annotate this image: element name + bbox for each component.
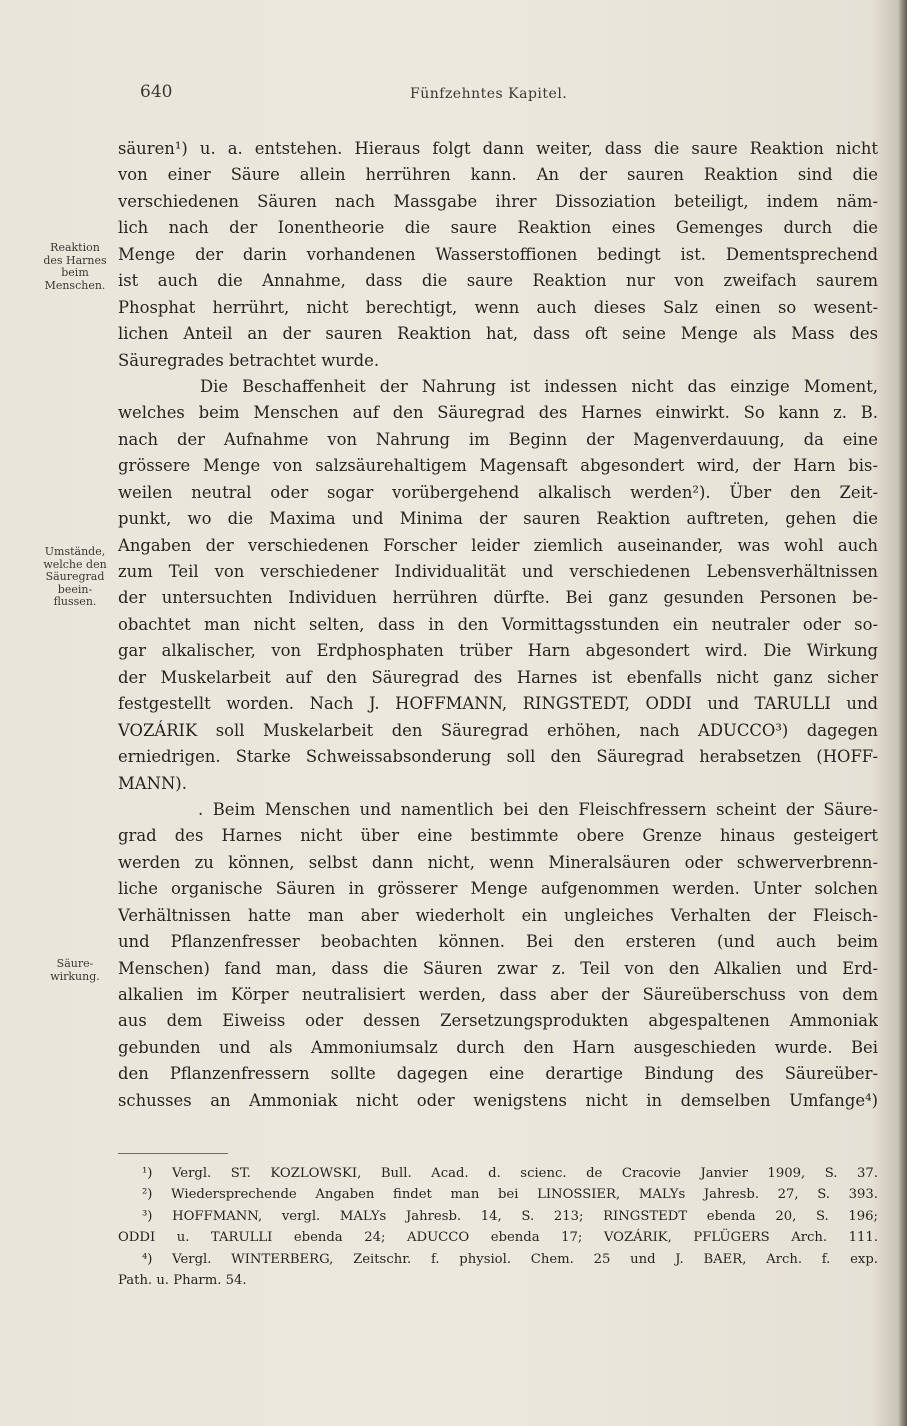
text-line: werden zu können, selbst dann nicht, wenn Mineralsäuren oder schwerverbrenn- xyxy=(118,852,878,872)
text-line: lichen Anteil an der sauren Reaktion hat, dass oft seine Menge als Mass des xyxy=(118,324,878,344)
text-line: welches beim Menschen auf den Säuregrad des Harnes einwirkt. So kann z. B. xyxy=(118,403,878,423)
footnote-line: ³) HOFFMANN, vergl. MALYs Jahresb. 14, S. 213; RINGSTEDT ebenda 20, S. 196; xyxy=(142,1208,878,1224)
text-line: und Pflanzenfresser beobachten können. Bei den ersteren (und auch beim xyxy=(118,932,878,952)
main-text xyxy=(118,136,878,1114)
margin-note-reaktion: Reaktion des Harnes beim Menschen. xyxy=(43,241,107,292)
text-line: nach der Aufnahme von Nahrung im Beginn der Magenverdauung, da eine xyxy=(118,429,878,449)
footnote-rule xyxy=(118,1153,228,1154)
text-line: zum Teil von verschiedener Individualität und verschiedenen Lebensverhältnissen xyxy=(118,562,878,581)
text-line: gebunden und als Ammoniumsalz durch den Harn ausgeschieden wurde. Bei xyxy=(118,1037,878,1057)
text-line: säuren¹) u. a. entstehen. Hieraus folgt dann weiter, dass die saure Reaktion nicht xyxy=(118,139,878,158)
page-edge xyxy=(899,0,907,1426)
footnote-line: Path. u. Pharm. 54. xyxy=(118,1272,247,1288)
footnote-line: ODDI u. TARULLI ebenda 24; ADUCCO ebenda 17; VOZÁRIK, PFLÜGERS Arch. 111. xyxy=(118,1230,878,1246)
text-line: Angaben der verschiedenen Forscher leider ziemlich auseinander, was wohl auch xyxy=(118,535,878,555)
text-line: aus dem Eiweiss oder dessen Zersetzungsprodukten abgespaltenen Ammoniak xyxy=(118,1011,878,1031)
text-line: Säuregrades betrachtet wurde. xyxy=(118,350,380,370)
text-line: der untersuchten Individuen herrühren dürfte. Bei ganz gesunden Personen be- xyxy=(118,588,878,608)
text-line: festgestellt worden. Nach J. HOFFMANN, RINGSTEDT, ODDI und TARULLI und xyxy=(118,694,878,714)
footnote-line: ²) Wiedersprechende Angaben findet man bei LINOSSIER, MALYs Jahresb. 27, S. 393. xyxy=(142,1187,878,1203)
text-line: alkalien im Körper neutralisiert werden, dass aber der Säureüberschuss von dem xyxy=(118,985,878,1004)
footnote-line: ⁴) Vergl. WINTERBERG, Zeitschr. f. physiol. Chem. 25 und J. BAER, Arch. f. exp. xyxy=(142,1251,878,1267)
text-line: grad des Harnes nicht über eine bestimmte obere Grenze hinaus gesteigert xyxy=(118,826,878,846)
margin-note-saeurewirkung: Säure- wirkung. xyxy=(50,957,100,983)
text-line: VOZÁRIK soll Muskelarbeit den Säuregrad erhöhen, nach ADUCCO³) dagegen xyxy=(118,720,878,740)
text-line: grössere Menge von salzsäurehaltigem Magensaft abgesondert wird, der Harn bis- xyxy=(118,456,878,476)
paragraph-start: . Beim Menschen und namentlich bei den Fleischfressern scheint der Säure- xyxy=(198,799,878,819)
text-line: punkt, wo die Maxima und Minima der sauren Reaktion auftreten, gehen die xyxy=(118,509,878,529)
text-line: verschiedenen Säuren nach Massgabe ihrer Dissoziation beteiligt, indem näm- xyxy=(118,191,878,211)
running-head: Fünfzehntes Kapitel. xyxy=(410,86,568,102)
footnotes xyxy=(118,1163,878,1291)
text-line: von einer Säure allein herrühren kann. An der sauren Reaktion sind die xyxy=(118,165,878,185)
text-line: Menge der darin vorhandenen Wasserstoffionen bedingt ist. Dementsprechend xyxy=(118,244,878,264)
text-line: den Pflanzenfressern sollte dagegen eine derartige Bindung des Säureüber- xyxy=(118,1064,878,1084)
text-line: Verhältnissen hatte man aber wiederholt ein ungleiches Verhalten der Fleisch- xyxy=(118,905,878,925)
text-line: Phosphat herrührt, nicht berechtigt, wenn auch dieses Salz einen so wesent- xyxy=(118,297,878,317)
text-line: der Muskelarbeit auf den Säuregrad des Harnes ist ebenfalls nicht ganz sicher xyxy=(118,667,878,687)
paragraph-start: Die Beschaffenheit der Nahrung ist indessen nicht das einzige Moment, xyxy=(200,376,878,396)
footnote-line: ¹) Vergl. ST. KOZLOWSKI, Bull. Acad. d. scienc. de Cracovie Janvier 1909, S. 37. xyxy=(142,1166,878,1181)
page-header xyxy=(0,82,907,106)
text-line: MANN). xyxy=(118,773,187,793)
text-line: Menschen) fand man, dass die Säuren zwar z. Teil von den Alkalien und Erd- xyxy=(118,958,878,978)
text-line: obachtet man nicht selten, dass in den Vormittagsstunden ein neutraler oder so- xyxy=(118,614,878,634)
text-line: lich nach der Ionentheorie die saure Reaktion eines Gemenges durch die xyxy=(118,218,878,238)
margin-note-umstaende: Umstände, welche den Säuregrad beein- flussen. xyxy=(43,545,107,608)
text-line: erniedrigen. Starke Schweissabsonderung soll den Säuregrad herabsetzen (HOFF- xyxy=(118,747,878,767)
text-line: weilen neutral oder sogar vorübergehend alkalisch werden²). Über den Zeit- xyxy=(118,482,878,502)
text-line: schusses an Ammoniak nicht oder wenigstens nicht in demselben Umfange⁴) xyxy=(118,1090,878,1110)
page-number: 640 xyxy=(140,82,173,102)
text-line: ist auch die Annahme, dass die saure Reaktion nur von zweifach saurem xyxy=(118,271,878,291)
text-line: liche organische Säuren in grösserer Menge aufgenommen werden. Unter solchen xyxy=(118,879,878,899)
text-line: gar alkalischer, von Erdphosphaten trüber Harn abgesondert wird. Die Wirkung xyxy=(118,641,878,661)
